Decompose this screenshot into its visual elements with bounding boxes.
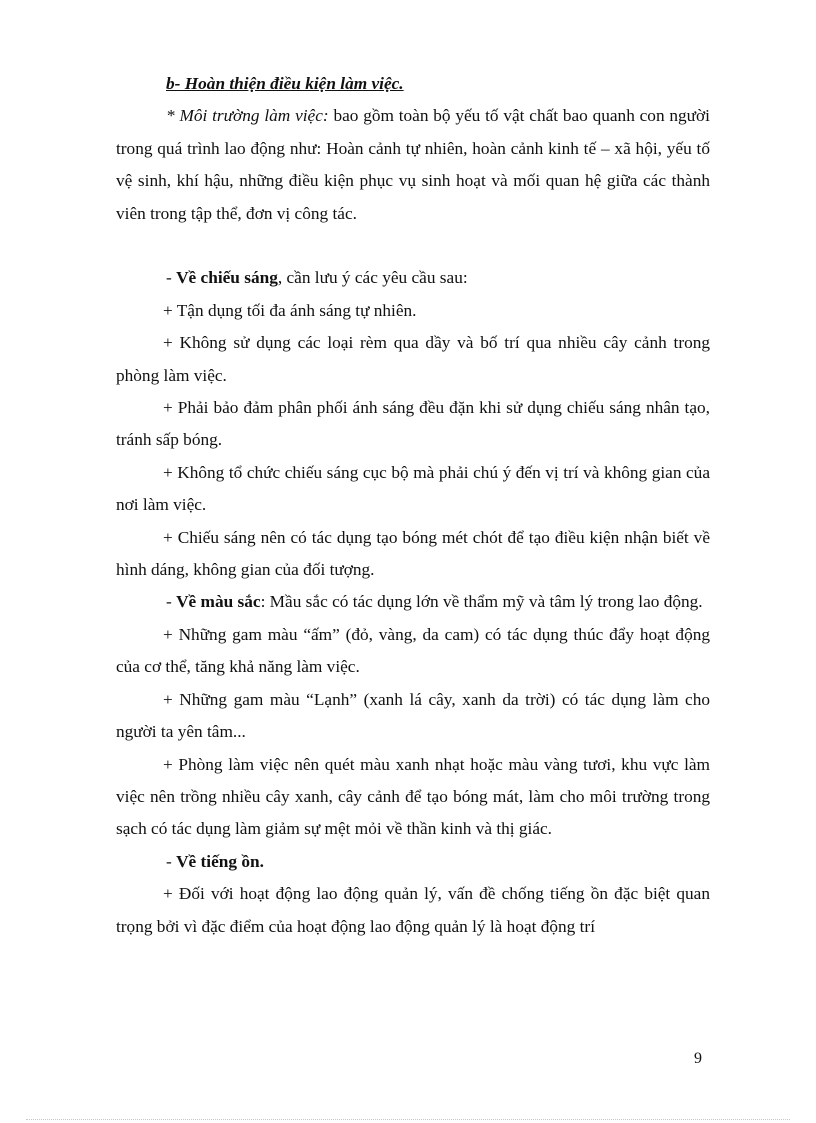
noise-intro <box>116 846 710 878</box>
lighting-intro <box>116 262 710 294</box>
work-environment-label: * Môi trường làm việc: <box>166 106 329 126</box>
footer-divider <box>26 1119 790 1120</box>
lighting-prefix: - <box>166 268 177 288</box>
noise-item-1: + Đối với hoạt động lao động quản lý, vấn đề chống tiếng ồn đặc biệt quan trọng bởi vì đặc điểm của hoạt động lao động quản lý là hoạt động trí <box>116 884 710 936</box>
color-item-1: + Những gam màu “ấm” (đỏ, vàng, da cam) có tác dụng thúc đẩy hoạt động của cơ thể, tăng khả năng làm việc. <box>116 624 710 677</box>
color-intro-text: : Mầu sắc có tác dụng lớn về thẩm mỹ và tâm lý trong lao động. <box>260 592 703 612</box>
work-environment-paragraph <box>116 100 710 230</box>
lighting-item-1: + Tận dụng tối đa ánh sáng tự nhiên. <box>163 300 417 320</box>
color-intro <box>116 586 710 618</box>
lighting-item-2: + Không sử dụng các loại rèm qua dầy và bố trí qua nhiều cây cảnh trong phòng làm việc. <box>116 333 710 385</box>
lighting-item-5: + Chiếu sáng nên có tác dụng tạo bóng mét chót để tạo điều kiện nhận biết về hình dáng, không gian của đối tượng. <box>116 527 710 580</box>
color-prefix: - <box>166 592 177 612</box>
noise-label: Về tiếng ồn. <box>176 851 264 871</box>
lighting-label: Về chiếu sáng <box>176 268 278 288</box>
work-environment-text: bao gồm toàn bộ yếu tố vật chất bao quanh con người trong quá trình lao động như: Hoàn cảnh tự nhiên, hoàn cảnh kinh tế – xã hội, yếu tố vệ sinh, khí hậu, những điều kiện phục vụ sinh hoạt và mối quan hệ giữa các thành viên trong tập thể, đơn vị công tác. <box>116 106 710 223</box>
color-item-2: + Những gam màu “Lạnh” (xanh lá cây, xanh da trời) có tác dụng làm cho người ta yên tâm... <box>116 689 710 742</box>
paragraph-spacer <box>116 230 710 262</box>
noise-prefix: - <box>166 851 177 871</box>
page-number: 9 <box>694 1050 702 1067</box>
lighting-item-4: + Không tổ chức chiếu sáng cục bộ mà phải chú ý đến vị trí và không gian của nơi làm việc. <box>116 462 710 515</box>
body-text <box>116 68 710 943</box>
color-label: Về màu sắc <box>176 592 261 612</box>
lighting-intro-text: , cần lưu ý các yêu cầu sau: <box>277 268 468 288</box>
section-heading: b- Hoàn thiện điều kiện làm việc. <box>166 74 404 93</box>
lighting-item-3: + Phải bảo đảm phân phối ánh sáng đều đặn khi sử dụng chiếu sáng nhân tạo, tránh sấp bóng. <box>116 398 710 450</box>
color-item-3: + Phòng làm việc nên quét màu xanh nhạt hoặc màu vàng tươi, khu vực làm việc nên trồng nhiều cây xanh, cây cảnh để tạo bóng mát, làm cho môi trường trong sạch có tác dụng làm giảm sự mệt mỏi về thần kinh và thị giác. <box>116 754 710 839</box>
